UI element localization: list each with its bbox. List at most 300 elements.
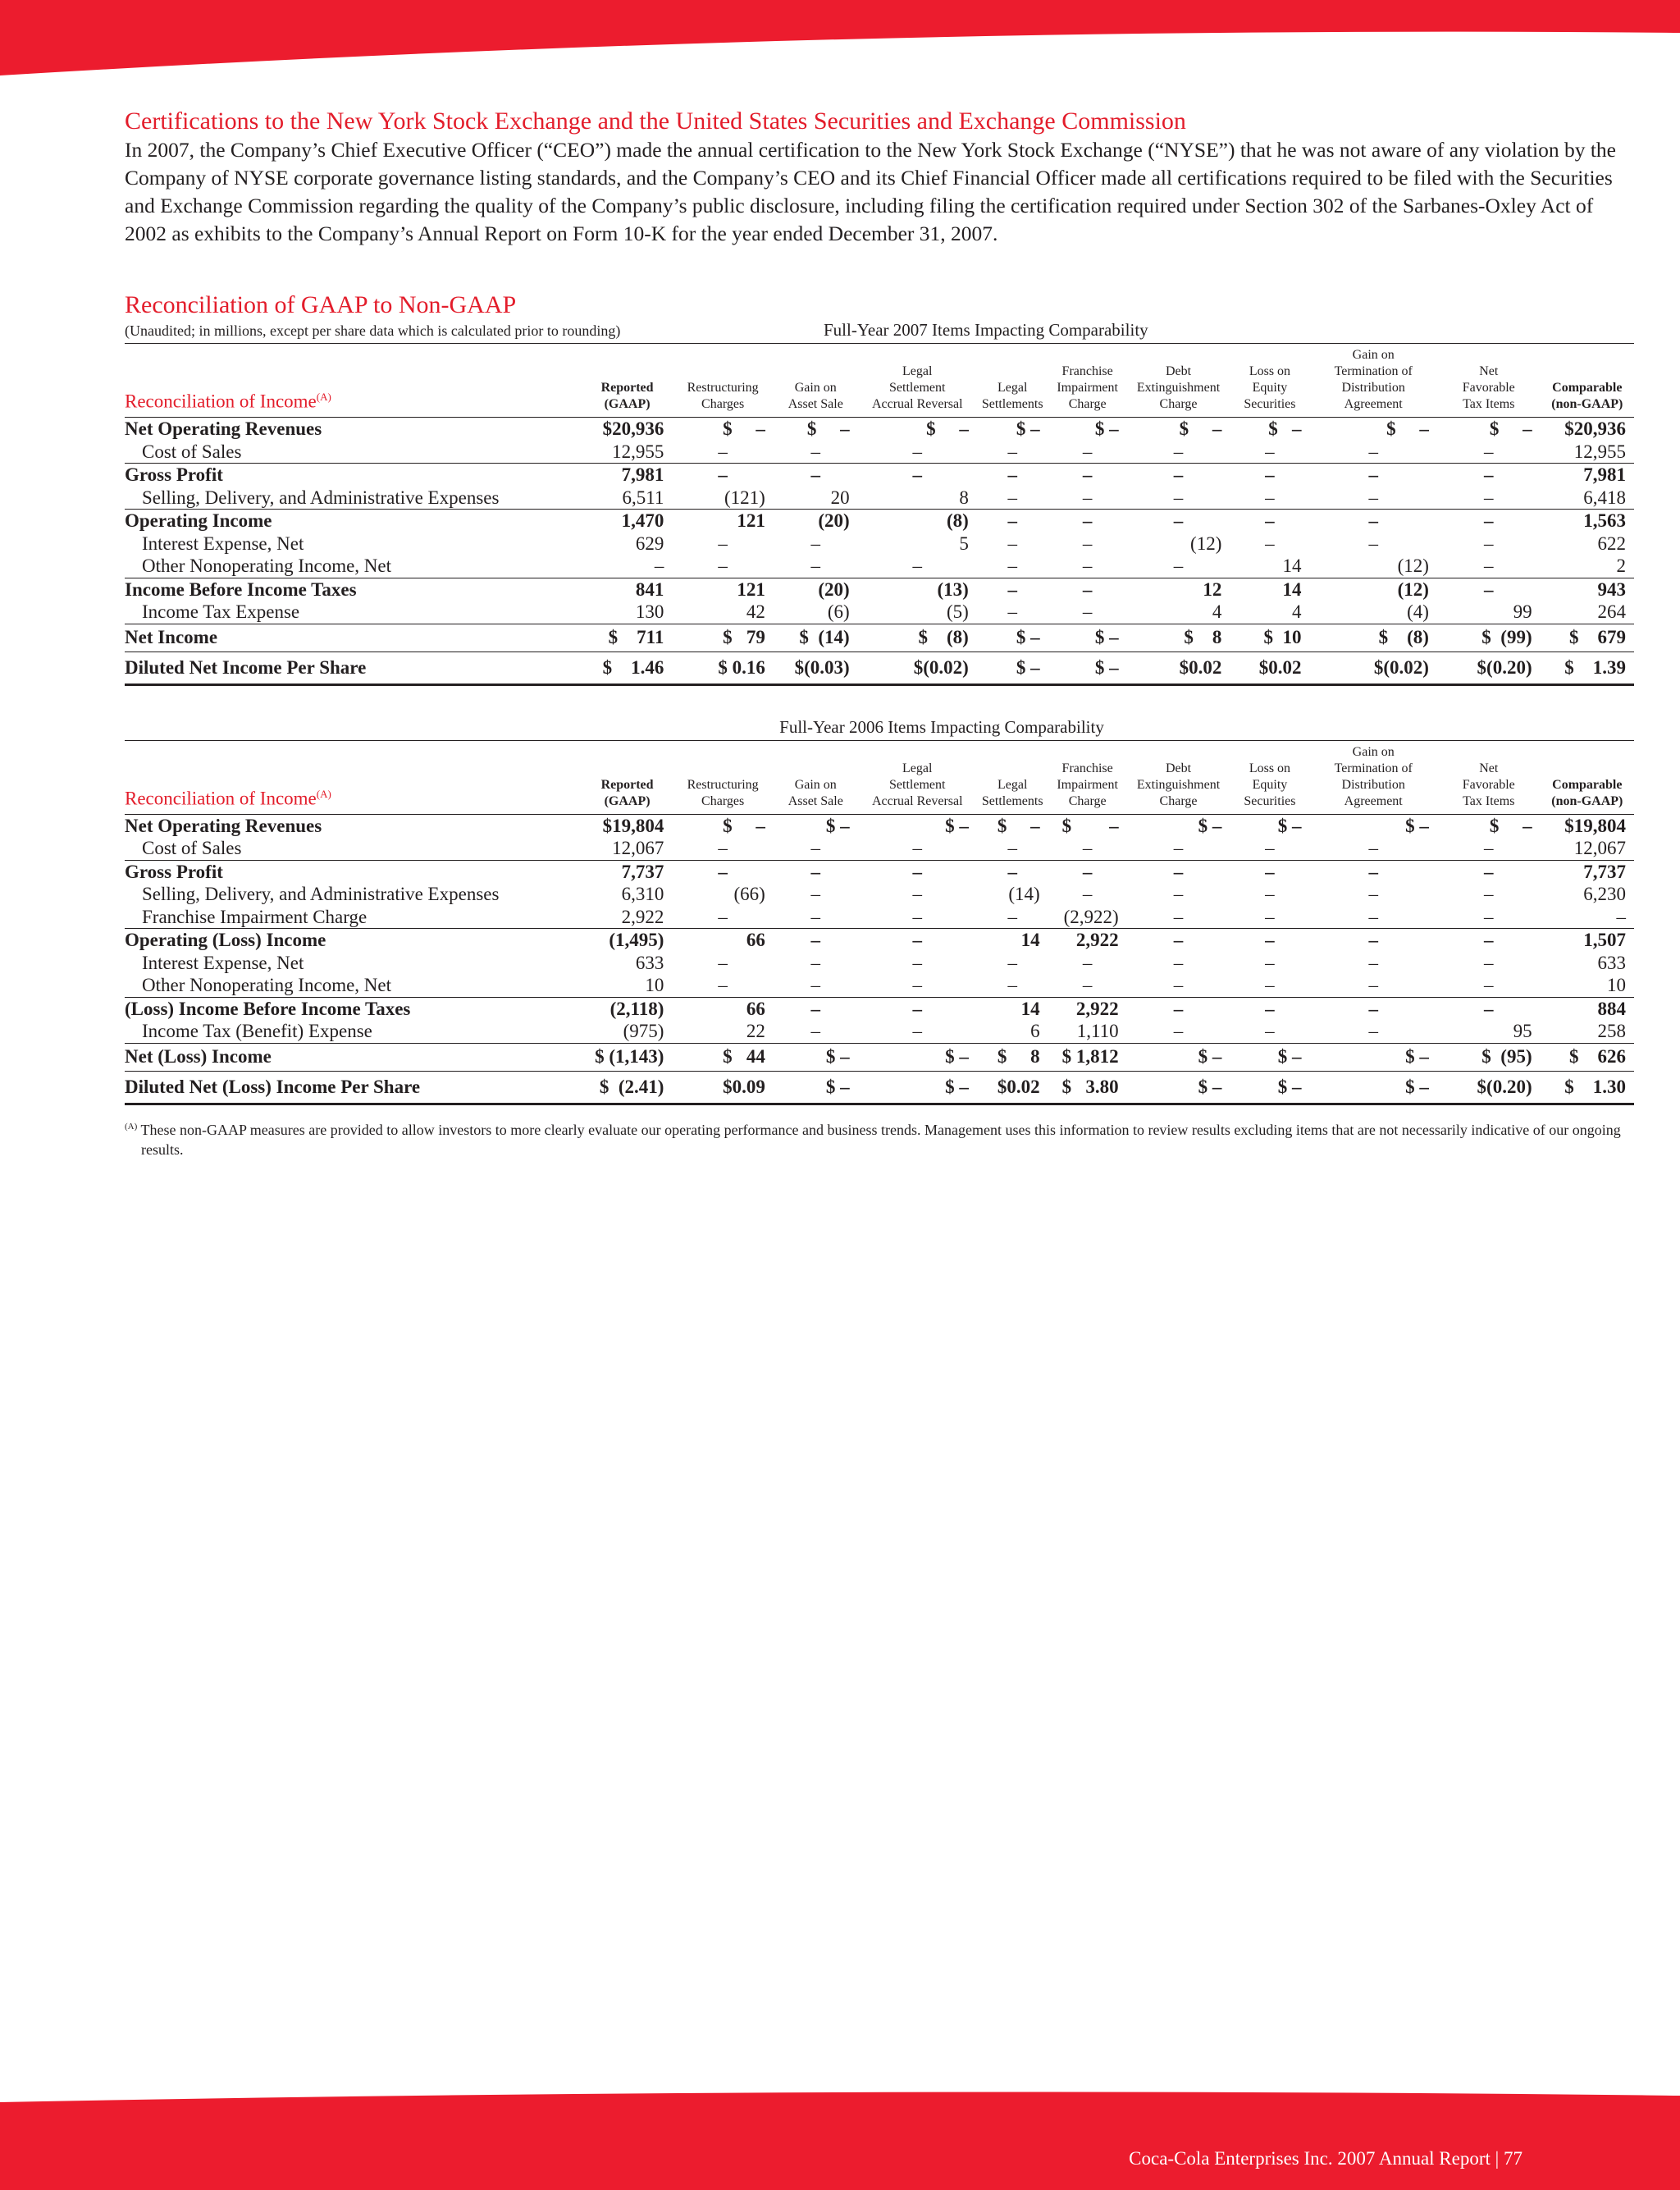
table-cell: $ (1,143) (582, 1043, 673, 1071)
footnote-text: These non-GAAP measures are provided to allow investors to more clearly evaluate our operating performance and business trends. Management uses this information to review results excluding items that are not necessarily indicative of our ongoing results. (140, 1121, 1621, 1158)
reconciliation-title: Reconciliation of GAAP to Non-GAAP (125, 291, 517, 318)
table-cell: $ 1.39 (1541, 652, 1634, 684)
table-cell: – (1173, 838, 1184, 858)
row-label: Income Tax Expense (142, 601, 300, 622)
table-cell: – (1127, 510, 1230, 533)
table-cell: – (858, 860, 977, 883)
table-cell: (12) (1310, 578, 1437, 601)
certifications-body: In 2007, the Company’s Chief Executive Officer (“CEO”) made the annual certification to the New York Stock Exchange (“NYSE”) that he was not aware of any violation by the Company of NYSE corporate governance listing standards, and the Company’s CEO and its Chief Financial Officer made all certifications required to be filed with the Securities and Exchange Commission regarding the quality of the Company’s public disclosure, including filing the certification required under Section 302 of the Sarbanes-Oxley Act of 2002 as exhibits to the Company’s Annual Report on Form 10-K for the year ended December 31, 2007. (125, 138, 1616, 245)
table-cell: – (1437, 578, 1541, 601)
table-cell: $ 3.80 (1048, 1071, 1127, 1104)
table-cell: – (1173, 884, 1184, 904)
table-cell: $ (99) (1437, 624, 1541, 652)
table-row (125, 601, 1634, 624)
row-label: Cost of Sales (142, 838, 242, 858)
table-cell: 633 (1597, 952, 1626, 973)
table-cell: – (1082, 556, 1093, 576)
table-cell: (1,495) (582, 929, 673, 952)
table-cell: – (774, 464, 858, 487)
table-cell: 14 (977, 997, 1048, 1020)
row-label: (Loss) Income Before Income Taxes (125, 997, 582, 1020)
table-cell: – (1048, 464, 1127, 487)
table-cell: 14 (1282, 556, 1302, 576)
table-cell: $ – (1048, 652, 1127, 684)
table-cell: $ 679 (1541, 624, 1634, 652)
table-2007 (125, 343, 1634, 686)
column-header: Franchise Impairment Charge (1057, 761, 1118, 808)
certifications-title: Certifications to the New York Stock Exchange and the United States Securities and Exchange Commission (125, 107, 1186, 135)
table-cell: $ – (1310, 1043, 1437, 1071)
table-cell: – (1310, 510, 1437, 533)
table-cell: – (912, 975, 922, 995)
table-cell: $ – (774, 1071, 858, 1104)
table-row (125, 906, 1634, 929)
table-cell: – (1484, 441, 1494, 462)
table-cell: (12) (1190, 533, 1222, 554)
table-cell: – (1368, 906, 1378, 927)
table-cell: 66 (672, 929, 773, 952)
table-cell: – (1048, 510, 1127, 533)
row-label: Selling, Delivery, and Administrative Expenses (142, 884, 500, 904)
table-cell: – (810, 906, 820, 927)
table-cell: 4 (1212, 601, 1222, 622)
table-cell: – (672, 464, 773, 487)
table-cell: $ (95) (1437, 1043, 1541, 1071)
table-cell: 14 (977, 929, 1048, 952)
table-cell: 6,511 (622, 487, 664, 508)
table-cell: – (774, 929, 858, 952)
row-label: Net Operating Revenues (125, 815, 322, 836)
table-cell: – (654, 556, 664, 576)
table-cell: – (1265, 533, 1275, 554)
table-cell: (20) (774, 578, 858, 601)
table-cell: $ – (1489, 815, 1532, 836)
table-cell: $ – (723, 815, 765, 836)
table-cell: – (1616, 906, 1626, 927)
table-cell: – (810, 1021, 820, 1041)
table-cell: – (1007, 441, 1017, 462)
table-cell: – (1310, 997, 1437, 1020)
table-cell: – (810, 884, 820, 904)
table-cell: 20 (830, 487, 850, 508)
table-cell: 1,507 (1541, 929, 1634, 952)
page-content (125, 107, 1634, 1159)
table-cell: $(0.02) (858, 652, 977, 684)
table-row (125, 1020, 1634, 1043)
column-header: Loss on Equity Securities (1244, 364, 1296, 411)
table-row (125, 510, 1634, 533)
column-header: Debt Extinguishment Charge (1136, 364, 1221, 411)
table-cell: – (1484, 838, 1494, 858)
table-cell: – (1265, 952, 1275, 973)
table-cell: – (1265, 906, 1275, 927)
column-header: Franchise Impairment Charge (1057, 364, 1118, 411)
table-cell: $0.02 (977, 1071, 1048, 1104)
table-cell: – (858, 464, 977, 487)
table-cell: $ 626 (1541, 1043, 1634, 1071)
row-label: Operating (Loss) Income (125, 929, 582, 952)
column-header: Comparable (non-GAAP) (1551, 381, 1623, 411)
row-label: Operating Income (125, 510, 582, 533)
table-cell: 258 (1597, 1021, 1626, 1041)
table-cell: – (1007, 975, 1017, 995)
table-cell: – (1310, 929, 1437, 952)
table-cell: – (1082, 838, 1093, 858)
table-cell: – (1368, 952, 1378, 973)
table-cell: – (1484, 952, 1494, 973)
table-cell: 10 (645, 975, 664, 995)
row-label: Cost of Sales (142, 441, 242, 462)
table-cell: – (912, 884, 922, 904)
table-row (125, 860, 1634, 883)
table-cell: 1,110 (1076, 1021, 1119, 1041)
table-cell: – (1082, 975, 1093, 995)
table-cell: – (810, 952, 820, 973)
table-cell: $ – (1310, 1071, 1437, 1104)
table-cell: $ – (774, 1043, 858, 1071)
table-cell: $ 711 (582, 624, 673, 652)
table-cell: 841 (582, 578, 673, 601)
table-cell: (12) (1397, 556, 1429, 576)
table-cell: – (858, 997, 977, 1020)
row-label: Net Operating Revenues (125, 418, 322, 439)
table-cell: – (1265, 487, 1275, 508)
table-cell: – (1265, 884, 1275, 904)
table-cell: $ 10 (1230, 624, 1309, 652)
table-cell: (121) (724, 487, 765, 508)
table-row (125, 624, 1634, 652)
table-cell: – (977, 510, 1048, 533)
label-header-text: Reconciliation of Income (125, 788, 317, 809)
table-cell: 12,955 (1573, 441, 1626, 462)
table-cell: $ – (1061, 815, 1119, 836)
column-header: Legal Settlements (981, 777, 1043, 808)
table-cell: – (718, 441, 728, 462)
table-cell: 121 (672, 578, 773, 601)
table-label-header (125, 344, 582, 418)
period-title-2006: Full-Year 2006 Items Impacting Comparability (779, 716, 1104, 737)
row-label: Interest Expense, Net (142, 533, 304, 554)
table-cell: 95 (1513, 1021, 1532, 1041)
table-cell: – (1437, 510, 1541, 533)
table-cell: – (1230, 510, 1309, 533)
table-cell: (20) (774, 510, 858, 533)
table-cell: 42 (746, 601, 765, 622)
table-cell: (66) (733, 884, 765, 904)
label-header-marker: (A) (316, 787, 331, 800)
table-cell: – (1368, 1021, 1378, 1041)
label-header-text: Reconciliation of Income (125, 391, 317, 412)
table-cell: 7,737 (1541, 860, 1634, 883)
table-cell: 264 (1597, 601, 1626, 622)
row-label: Net (Loss) Income (125, 1043, 582, 1071)
table-cell: – (977, 578, 1048, 601)
table-cell: – (1310, 464, 1437, 487)
table-cell: – (1173, 556, 1184, 576)
table-cell: $ – (926, 418, 969, 439)
table-cell: – (858, 929, 977, 952)
column-header: Debt Extinguishment Charge (1136, 761, 1221, 808)
header-row (125, 740, 1634, 814)
table-cell: $ – (1405, 815, 1429, 836)
table-cell: 1,563 (1541, 510, 1634, 533)
table-cell: 14 (1230, 578, 1309, 601)
table-cell: (13) (858, 578, 977, 601)
footnote (125, 1117, 1634, 1159)
table-cell: 121 (672, 510, 773, 533)
column-header: Net Favorable Tax Items (1462, 364, 1515, 411)
table-row (125, 814, 1634, 837)
table-cell: – (810, 556, 820, 576)
table-cell: $ – (1230, 1071, 1309, 1104)
table-cell: $(0.02) (1310, 652, 1437, 684)
table-cell: – (1082, 884, 1093, 904)
table-cell: – (1230, 860, 1309, 883)
table-cell: $ – (1198, 815, 1222, 836)
table-cell: – (718, 533, 728, 554)
table-row (125, 1071, 1634, 1104)
table-cell: $ – (723, 418, 765, 439)
table-cell: – (912, 556, 922, 576)
column-header: Legal Settlements (981, 381, 1043, 411)
table-cell: (2,118) (582, 997, 673, 1020)
table-cell: – (1173, 952, 1184, 973)
table-cell: $(0.20) (1437, 652, 1541, 684)
table-cell: (975) (623, 1021, 664, 1041)
table-row (125, 883, 1634, 906)
table-cell: 943 (1541, 578, 1634, 601)
table-cell: 633 (635, 952, 664, 973)
reconciliation-subhead (125, 320, 1634, 343)
row-label: Diluted Net (Loss) Income Per Share (125, 1071, 582, 1104)
table-cell: – (718, 975, 728, 995)
page-footer: Coca-Cola Enterprises Inc. 2007 Annual Report | 77 (1129, 2148, 1522, 2169)
table-cell: – (810, 975, 820, 995)
table-cell: $ – (1268, 418, 1302, 439)
table-row (125, 464, 1634, 487)
table-cell: 884 (1541, 997, 1634, 1020)
table-row (125, 578, 1634, 601)
table-row (125, 1043, 1634, 1071)
table-row (125, 974, 1634, 997)
table-cell: $ – (977, 652, 1048, 684)
table-cell: 130 (635, 601, 664, 622)
column-header: Net Favorable Tax Items (1462, 761, 1515, 808)
table-cell: $ – (1230, 1043, 1309, 1071)
table-cell: (5) (946, 601, 969, 622)
table-cell: – (1082, 601, 1093, 622)
column-header: Reported (GAAP) (600, 777, 654, 808)
table-cell: – (1368, 838, 1378, 858)
table-cell: $ (8) (1310, 624, 1437, 652)
table-cell: – (912, 838, 922, 858)
row-label: Income Before Income Taxes (125, 578, 582, 601)
table-cell: – (1007, 487, 1017, 508)
table-cell: – (1230, 929, 1309, 952)
table-cell: $ 0.16 (672, 652, 773, 684)
table-cell: – (1048, 860, 1127, 883)
table-cell: $0.09 (672, 1071, 773, 1104)
table-cell: – (1082, 487, 1093, 508)
table-cell: – (1437, 929, 1541, 952)
column-header: Reported (GAAP) (600, 381, 654, 411)
table-cell: – (1048, 578, 1127, 601)
table-cell: 12,067 (1573, 838, 1626, 858)
table-cell: – (1082, 441, 1093, 462)
row-label: Gross Profit (125, 860, 582, 883)
table-cell: – (718, 838, 728, 858)
table-cell: – (718, 906, 728, 927)
table-cell: $(0.20) (1437, 1071, 1541, 1104)
column-header: Gain on Asset Sale (788, 777, 843, 808)
table-cell: $ – (1386, 418, 1429, 439)
table-cell: – (1127, 929, 1230, 952)
table-cell: – (912, 952, 922, 973)
footnote-marker: (A) (125, 1121, 138, 1132)
table-cell: – (912, 1021, 922, 1041)
table-cell: (8) (858, 510, 977, 533)
table-row (125, 418, 1634, 441)
table-cell: – (1173, 1021, 1184, 1041)
table-cell: $ – (1127, 1071, 1230, 1104)
table-cell: – (912, 441, 922, 462)
table-cell: $19,804 (602, 815, 664, 836)
table-cell: $ – (1016, 418, 1040, 439)
table-cell: 12,955 (612, 441, 664, 462)
table-cell: – (912, 906, 922, 927)
table-cell: – (1007, 556, 1017, 576)
table-cell: – (1230, 997, 1309, 1020)
table-cell: – (1368, 884, 1378, 904)
table-cell: – (1007, 601, 1017, 622)
table-row (125, 997, 1634, 1020)
table-cell: $ 8 (1127, 624, 1230, 652)
column-header: Legal Settlement Accrual Reversal (871, 761, 963, 808)
table-cell: (2,922) (1063, 906, 1119, 927)
table-cell: $ 1.46 (582, 652, 673, 684)
row-label: Other Nonoperating Income, Net (142, 975, 392, 995)
table-row (125, 533, 1634, 556)
table-cell: 1,470 (582, 510, 673, 533)
table-cell: – (1437, 464, 1541, 487)
table-row (125, 555, 1634, 578)
reconciliation-units-note: (Unaudited; in millions, except per share data which is calculated prior to rounding) (125, 322, 621, 339)
table-cell: – (1368, 441, 1378, 462)
table-cell: – (774, 860, 858, 883)
table-cell: – (1173, 975, 1184, 995)
table-cell: $ – (1048, 624, 1127, 652)
table-cell: $ 79 (672, 624, 773, 652)
table-cell: – (1082, 952, 1093, 973)
table-cell: – (1484, 884, 1494, 904)
row-label: Income Tax (Benefit) Expense (142, 1021, 372, 1041)
table-cell: – (1265, 975, 1275, 995)
column-header: Restructuring Charges (687, 777, 759, 808)
header-row (125, 344, 1634, 418)
table-cell: $ – (825, 815, 850, 836)
table-cell: – (1173, 906, 1184, 927)
table-cell: – (810, 441, 820, 462)
table-cell: $(0.03) (774, 652, 858, 684)
table-cell: 2 (1616, 556, 1626, 576)
table-cell: $ 8 (977, 1043, 1048, 1071)
table-cell: – (1368, 533, 1378, 554)
row-label: Diluted Net Income Per Share (125, 652, 582, 684)
table-cell: – (1007, 533, 1017, 554)
table-cell: – (977, 464, 1048, 487)
table-2006 (125, 740, 1634, 1105)
table-cell: – (977, 860, 1048, 883)
table-cell: $ – (945, 815, 969, 836)
table-cell: – (1310, 860, 1437, 883)
table-cell: – (1437, 860, 1541, 883)
table-cell: 6,230 (1583, 884, 1626, 904)
table-cell: – (1484, 533, 1494, 554)
table-row (125, 652, 1634, 684)
table-row (125, 487, 1634, 510)
table-cell: $ 44 (672, 1043, 773, 1071)
column-header: Comparable (non-GAAP) (1551, 777, 1623, 808)
table-cell: 7,737 (582, 860, 673, 883)
table-cell: $ – (1094, 418, 1119, 439)
table-cell: 2,922 (1048, 997, 1127, 1020)
table-cell: – (1484, 975, 1494, 995)
table-cell: – (1265, 838, 1275, 858)
table-cell: 6,418 (1583, 487, 1626, 508)
table-cell: – (718, 952, 728, 973)
table-cell: 2,922 (1048, 929, 1127, 952)
table-cell: – (1007, 838, 1017, 858)
table-cell: $ – (806, 418, 850, 439)
column-header: Gain on Termination of Distribution Agreement (1334, 348, 1413, 411)
table-cell: 12 (1127, 578, 1230, 601)
period-title-2007: Full-Year 2007 Items Impacting Comparability (824, 320, 1148, 340)
row-label: Other Nonoperating Income, Net (142, 556, 392, 576)
table-cell: – (1173, 441, 1184, 462)
table-cell: – (1127, 464, 1230, 487)
table-cell: – (1173, 487, 1184, 508)
table-cell: – (810, 533, 820, 554)
row-label: Interest Expense, Net (142, 952, 304, 973)
table-cell: $ – (1127, 1043, 1230, 1071)
table-cell: 5 (959, 533, 969, 554)
row-label: Selling, Delivery, and Administrative Expenses (142, 487, 500, 508)
table-cell: 99 (1513, 601, 1532, 622)
table-cell: 6,310 (621, 884, 664, 904)
table-cell: 7,981 (582, 464, 673, 487)
table-cell: – (1265, 441, 1275, 462)
table-cell: – (1484, 487, 1494, 508)
row-label: Gross Profit (125, 464, 582, 487)
table-cell: $19,804 (1564, 815, 1626, 836)
column-header: Loss on Equity Securities (1244, 761, 1296, 808)
table-cell: $20,936 (602, 418, 664, 439)
table-cell: $ 1.30 (1541, 1071, 1634, 1104)
table-cell: – (810, 838, 820, 858)
table-cell: (6) (827, 601, 850, 622)
table-cell: $ (14) (774, 624, 858, 652)
table-cell: – (1007, 952, 1017, 973)
table-row (125, 952, 1634, 975)
row-label: Net Income (125, 624, 582, 652)
table-cell: (14) (1008, 884, 1040, 904)
table-cell: – (1368, 487, 1378, 508)
table-cell: – (672, 860, 773, 883)
table-cell: 8 (959, 487, 969, 508)
table-row (125, 929, 1634, 952)
table-cell: – (1127, 860, 1230, 883)
table-cell: – (1082, 533, 1093, 554)
